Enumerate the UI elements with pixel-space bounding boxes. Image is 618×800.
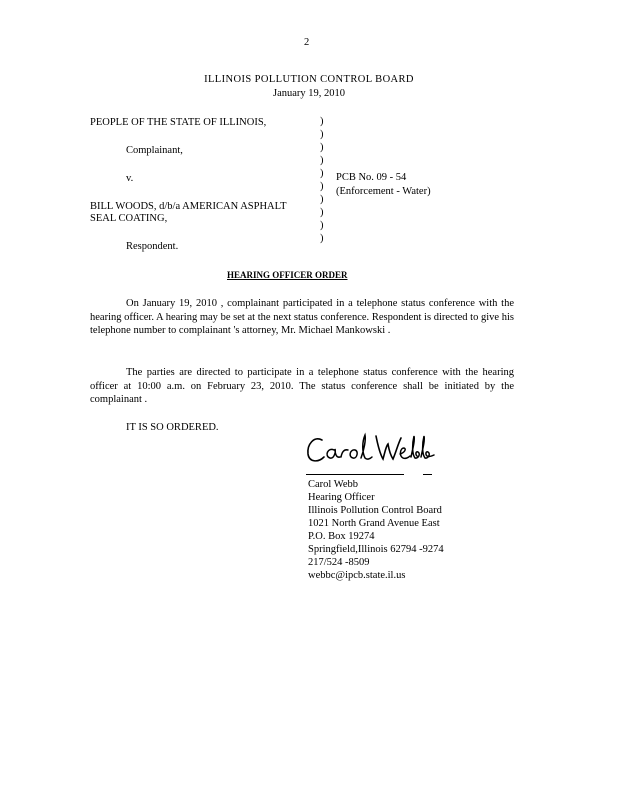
- bracket-line: ): [320, 155, 324, 166]
- signer-name: Carol Webb: [308, 479, 358, 490]
- signer-title: Hearing Officer: [308, 492, 375, 503]
- body-paragraph-1: On January 19, 2010 , complainant participated in a telephone status conference with the hearing officer. A hearing may be set at the next status conference. Respondent is directed to give his telephone number to complainant 's attorney, Mr. Michael Mankowski .: [90, 298, 514, 336]
- caption-defendant-role: Respondent.: [126, 241, 179, 252]
- bracket-line: ): [320, 233, 324, 244]
- body-paragraph-2: The parties are directed to participate in a telephone status conference with the hearing officer at 10:00 a.m. on February 23, 2010. The status conference shall be initiated by the complainant .: [90, 367, 514, 405]
- signer-phone: 217/524 -8509: [308, 557, 370, 568]
- signer-po-box: P.O. Box 19274: [308, 531, 375, 542]
- bracket-line: ): [320, 142, 324, 153]
- bracket-line: ): [320, 116, 324, 127]
- signature-line-tick: [423, 474, 432, 475]
- bracket-line: ): [320, 194, 324, 205]
- closing-statement: IT IS SO ORDERED.: [126, 422, 219, 433]
- order-date: January 19, 2010: [272, 88, 346, 99]
- bracket-line: ): [320, 207, 324, 218]
- case-type: (Enforcement - Water): [336, 186, 431, 197]
- caption-plaintiff-role: Complainant,: [126, 145, 183, 156]
- bracket-line: ): [320, 220, 324, 231]
- bracket-line: ): [320, 181, 324, 192]
- caption-bracket: [320, 115, 324, 245]
- signer-street-address: 1021 North Grand Avenue East: [308, 518, 440, 529]
- board-name: ILLINOIS POLLUTION CONTROL BOARD: [204, 74, 414, 85]
- caption-plaintiff: PEOPLE OF THE STATE OF ILLINOIS,: [90, 117, 267, 128]
- caption-defendant-line1: BILL WOODS, d/b/a AMERICAN ASPHALT: [90, 201, 287, 212]
- caption-versus: v.: [126, 173, 134, 184]
- signer-agency: Illinois Pollution Control Board: [308, 505, 442, 516]
- signer-email: webbc@ipcb.state.il.us: [308, 570, 406, 581]
- handwritten-signature: [304, 430, 436, 472]
- caption-defendant-line2: SEAL COATING,: [90, 213, 168, 224]
- signature-block: [308, 478, 444, 582]
- signature-line: [306, 474, 404, 475]
- document-title: HEARING OFFICER ORDER: [227, 270, 348, 280]
- page-number: 2: [304, 37, 310, 48]
- bracket-line: ): [320, 129, 324, 140]
- signer-city-state-zip: Springfield,Illinois 62794 -9274: [308, 544, 444, 555]
- case-number: PCB No. 09 - 54: [336, 172, 407, 183]
- bracket-line: ): [320, 168, 324, 179]
